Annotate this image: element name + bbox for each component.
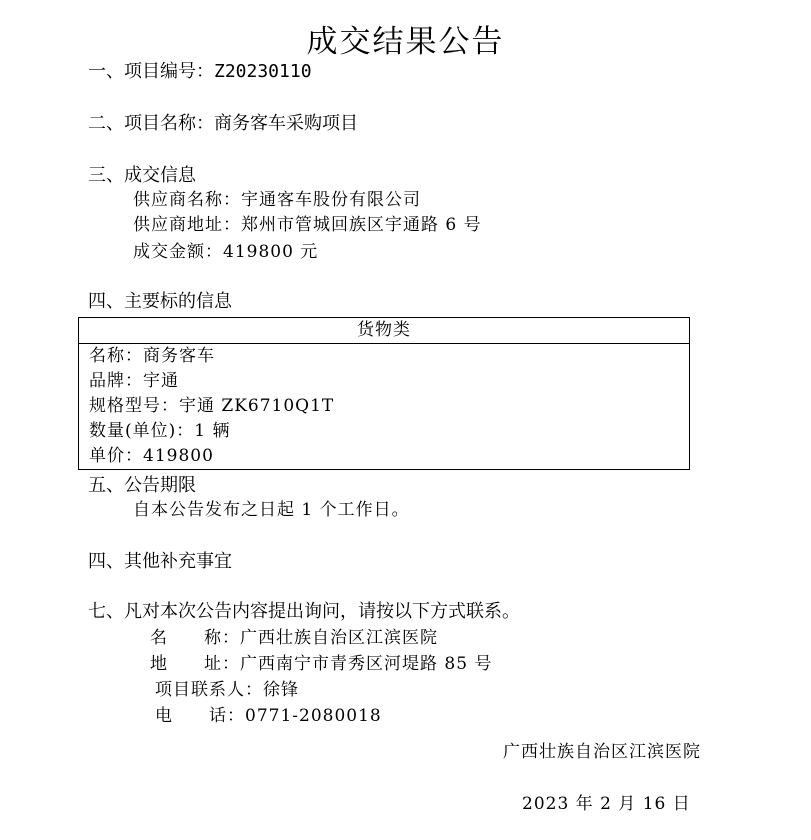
project-number-value: Z20230110 xyxy=(214,61,312,82)
contact-address-label: 地 址： xyxy=(150,654,240,674)
deal-amount-value: 419800 元 xyxy=(223,242,319,262)
issuing-organization: 广西壮族自治区江滨医院 xyxy=(503,742,701,762)
supplier-address-value: 郑州市管城回族区宇通路 6 号 xyxy=(241,215,482,235)
project-number-label: 一、项目编号： xyxy=(88,61,214,82)
notice-period-heading: 五、公告期限 xyxy=(88,475,196,496)
supplier-name-line xyxy=(133,188,421,212)
main-subject-heading: 四、主要标的信息 xyxy=(88,291,232,312)
contact-phone-line xyxy=(155,704,382,728)
goods-table xyxy=(78,317,690,470)
supplier-name-label: 供应商名称： xyxy=(133,190,241,210)
contact-name-label: 名 称： xyxy=(150,628,240,648)
project-name-value: 商务客车采购项目 xyxy=(214,113,358,134)
project-name-label: 二、项目名称： xyxy=(88,113,214,134)
contact-person-value: 徐锋 xyxy=(263,680,299,700)
contact-heading: 七、凡对本次公告内容提出询问，请按以下方式联系。 xyxy=(88,601,520,622)
supplier-name-value: 宇通客车股份有限公司 xyxy=(241,190,421,210)
table-row-name: 名称：商务客车 xyxy=(89,346,215,366)
deal-amount-line xyxy=(133,240,318,264)
deal-amount-label: 成交金额： xyxy=(133,242,223,262)
contact-person-line xyxy=(155,678,299,702)
contact-name-line xyxy=(150,626,438,650)
supplier-address-line xyxy=(133,213,482,237)
deal-info-heading: 三、成交信息 xyxy=(88,165,196,186)
page-title: 成交结果公告 xyxy=(306,24,505,60)
contact-phone-label: 电 话： xyxy=(155,706,245,726)
contact-phone-value: 0771-2080018 xyxy=(245,706,382,726)
issue-date: 2023 年 2 月 16 日 xyxy=(522,794,691,814)
table-header-category: 货物类 xyxy=(79,318,689,344)
contact-person-label: 项目联系人： xyxy=(155,680,263,700)
notice-period-text: 自本公告发布之日起 1 个工作日。 xyxy=(133,500,410,520)
table-row-model: 规格型号：宇通 ZK6710Q1T xyxy=(89,396,335,416)
other-matters-heading: 四、其他补充事宜 xyxy=(88,551,232,572)
table-row-brand: 品牌：宇通 xyxy=(89,371,179,391)
table-row-unit-price: 单价：419800 xyxy=(89,446,214,466)
table-row-quantity: 数量(单位)：1 辆 xyxy=(89,421,231,441)
supplier-address-label: 供应商地址： xyxy=(133,215,241,235)
contact-name-value: 广西壮族自治区江滨医院 xyxy=(240,628,438,648)
contact-address-value: 广西南宁市青秀区河堤路 85 号 xyxy=(240,654,493,674)
contact-address-line xyxy=(150,652,492,676)
project-name-line xyxy=(88,112,358,136)
project-number-line xyxy=(88,60,312,84)
